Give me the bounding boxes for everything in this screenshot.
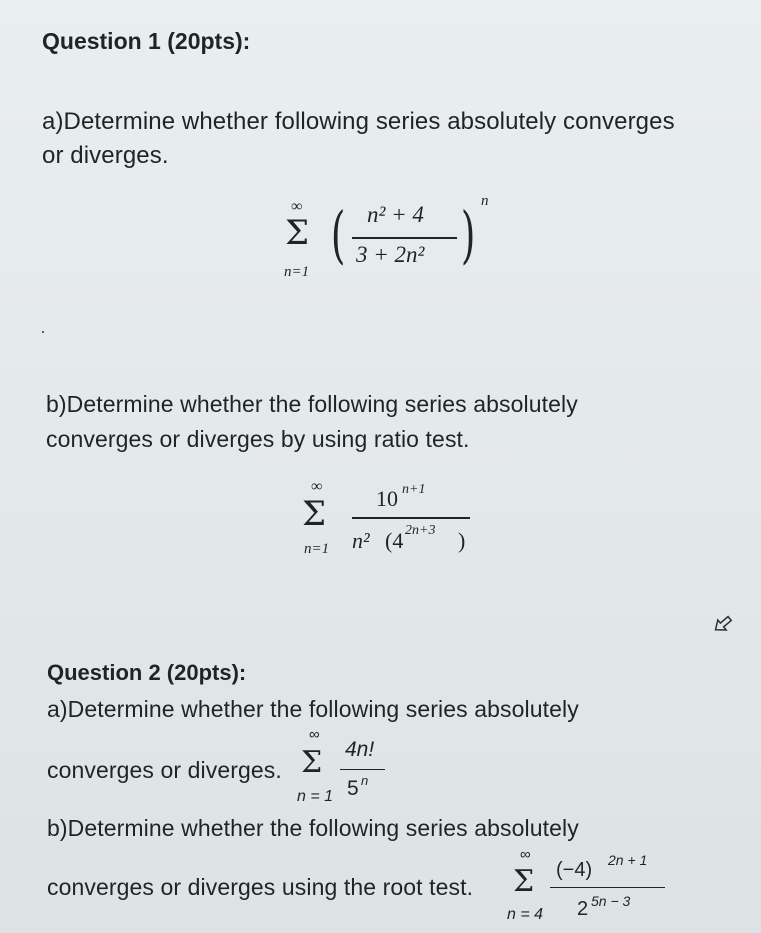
q1b-denominator-pre: n² [352, 528, 370, 553]
q1b-numerator-exp: n+1 [402, 482, 426, 497]
q1b-sigma: Σ [302, 494, 327, 534]
q2b-numerator-base: (−4) [556, 859, 593, 881]
q2b-sigma: Σ [513, 864, 535, 899]
question-2-title: Question 2 (20pts): [47, 660, 247, 685]
q1b-prompt-line2: converges or diverges by using ratio test. [46, 426, 470, 452]
q1a-sigma: Σ [285, 213, 310, 253]
question-1-title: Question 1 (20pts): [42, 28, 251, 54]
q2b-sum-upper: ∞ [520, 846, 531, 863]
q2a-fraction-bar [340, 769, 385, 770]
q2b-denominator-base: 2 [577, 898, 589, 920]
q2a-prompt-line1: a)Determine whether the following series absolutely [47, 696, 579, 722]
q1a-sum-lower: n=1 [284, 264, 310, 280]
q1b-prompt-line1: b)Determine whether the following series absolutely [46, 391, 578, 417]
q1a-prompt-line1: a)Determine whether following series absolutely converges [42, 108, 675, 135]
q1b-fraction-bar [352, 517, 470, 519]
q2b-sum-lower: n = 4 [507, 906, 544, 923]
q1b-numerator-base: 10 [376, 486, 398, 511]
q1b-sum-lower: n=1 [304, 541, 330, 557]
q1a-numerator: n² + 4 [367, 202, 424, 227]
q1a-fraction-bar [352, 237, 457, 239]
q2b-prompt-line1: b)Determine whether the following series absolutely [47, 815, 579, 841]
q1b-sum-upper: ∞ [311, 478, 323, 495]
q2a-sigma: Σ [301, 745, 323, 780]
q2a-numerator: 4n! [345, 738, 375, 761]
q2a-denominator-exp: n [361, 773, 369, 788]
q1a-prompt-line2: or diverges. [42, 142, 169, 169]
q2b-denominator-exp: 5n − 3 [591, 893, 631, 909]
q2b-prompt-line2: converges or diverges using the root test. [47, 874, 474, 900]
q1a-denominator: 3 + 2n² [356, 242, 425, 267]
q1a-exponent: n [481, 193, 489, 209]
q1a-left-paren: ( [330, 198, 346, 271]
q2a-sum-lower: n = 1 [297, 788, 334, 805]
q1b-denominator-exp: 2n+3 [405, 523, 436, 538]
q1a-sum-upper: ∞ [291, 198, 303, 215]
q1b-denominator-post: ) [458, 528, 466, 553]
q2a-denominator-base: 5 [347, 777, 359, 800]
q1b-denominator-base: (4 [385, 528, 404, 553]
q2b-fraction-bar [550, 887, 665, 888]
q2b-numerator-exp: 2n + 1 [608, 852, 648, 868]
stray-dot: . [41, 320, 45, 337]
mouse-pointer-icon [713, 615, 737, 644]
q1a-right-paren: ) [460, 198, 476, 271]
q2a-sum-upper: ∞ [309, 726, 320, 743]
q2a-prompt-line2: converges or diverges. [47, 757, 282, 783]
